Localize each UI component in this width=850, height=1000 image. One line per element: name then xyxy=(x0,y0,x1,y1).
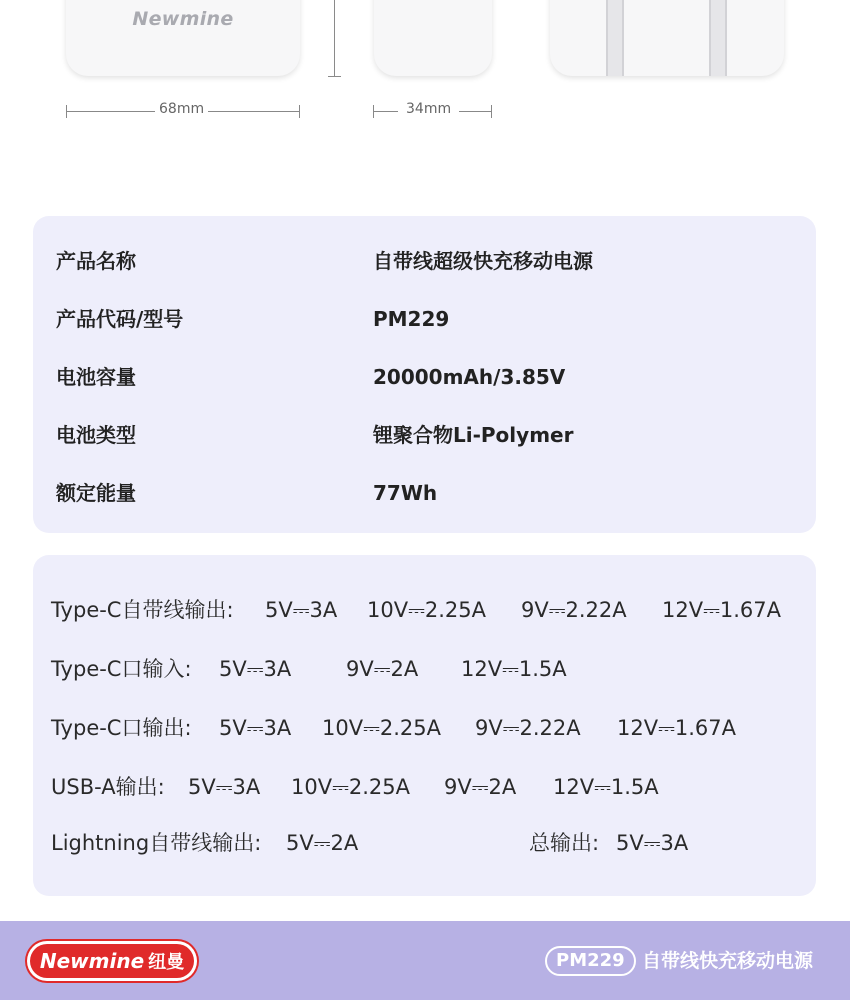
brand-logo xyxy=(27,941,197,981)
port-label: Type-C口输入: xyxy=(51,657,192,681)
port-spec: 12V⎓1.5A xyxy=(461,657,567,681)
brand-name-en: Newmine xyxy=(39,949,145,973)
footer-product-title: 自带线快充移动电源 xyxy=(642,950,814,972)
spec-label: 电池容量 xyxy=(56,365,136,389)
depth-dimension-label: 34mm xyxy=(398,101,459,117)
port-row-lightning-output xyxy=(51,828,811,858)
spec-row-product-name xyxy=(33,246,816,276)
port-label: Type-C自带线输出: xyxy=(51,598,234,622)
plug-prong-right xyxy=(709,0,727,76)
footer-bar xyxy=(0,921,850,1000)
port-label: USB-A输出: xyxy=(51,775,165,799)
spec-label: 产品名称 xyxy=(56,249,136,273)
depth-dimension-tick-right xyxy=(491,105,492,118)
product-brand-logo: Newmine xyxy=(132,8,234,30)
spec-label: 电池类型 xyxy=(56,423,136,447)
spec-row-capacity xyxy=(33,362,816,392)
port-spec: 10V⎓2.25A xyxy=(322,716,441,740)
spec-row-battery-type xyxy=(33,420,816,450)
port-spec: 12V⎓1.67A xyxy=(662,598,781,622)
port-label: Lightning自带线输出: xyxy=(51,831,262,855)
port-spec: 10V⎓2.25A xyxy=(367,598,486,622)
port-spec: 5V⎓3A xyxy=(188,775,261,799)
spec-value: 自带线超级快充移动电源 xyxy=(373,249,593,273)
port-spec: 5V⎓3A xyxy=(219,657,292,681)
port-spec: 5V⎓3A xyxy=(219,716,292,740)
width-dimension-label: 68mm xyxy=(155,101,208,117)
product-back-view xyxy=(550,0,784,76)
width-dimension-tick-right xyxy=(299,105,300,118)
spec-row-model xyxy=(33,304,816,334)
port-row-usba-output xyxy=(51,772,811,802)
spec-label: 产品代码/型号 xyxy=(56,307,184,331)
spec-value: PM229 xyxy=(373,307,450,331)
spec-label: 额定能量 xyxy=(56,481,136,505)
port-spec: 12V⎓1.67A xyxy=(617,716,736,740)
model-badge: PM229 xyxy=(545,946,636,976)
port-specs-card xyxy=(33,555,816,896)
port-spec: 9V⎓2.22A xyxy=(475,716,581,740)
spec-value: 锂聚合物Li-Polymer xyxy=(373,423,574,447)
port-row-typec-input xyxy=(51,654,811,684)
port-spec: 10V⎓2.25A xyxy=(291,775,410,799)
port-spec: 9V⎓2A xyxy=(346,657,419,681)
spec-value: 77Wh xyxy=(373,481,438,505)
spec-value: 20000mAh/3.85V xyxy=(373,365,566,389)
port-spec: 5V⎓3A xyxy=(265,598,338,622)
spec-row-rated-energy xyxy=(33,478,816,508)
port-spec: 9V⎓2.22A xyxy=(521,598,627,622)
height-dimension-line xyxy=(334,0,335,76)
height-dimension-tick xyxy=(328,76,341,77)
total-output-label: 总输出: xyxy=(529,831,600,855)
port-spec: 9V⎓2A xyxy=(444,775,517,799)
port-spec: 12V⎓1.5A xyxy=(553,775,659,799)
brand-name-cn: 纽曼 xyxy=(148,952,185,973)
basic-specs-card xyxy=(33,216,816,533)
port-spec: 5V⎓3A xyxy=(616,831,689,855)
port-row-typec-output xyxy=(51,713,811,743)
product-side-view xyxy=(374,0,492,76)
port-label: Type-C口输出: xyxy=(51,716,192,740)
port-spec: 5V⎓2A xyxy=(286,831,359,855)
port-row-typec-cable-output xyxy=(51,595,811,625)
plug-prong-left xyxy=(606,0,624,76)
